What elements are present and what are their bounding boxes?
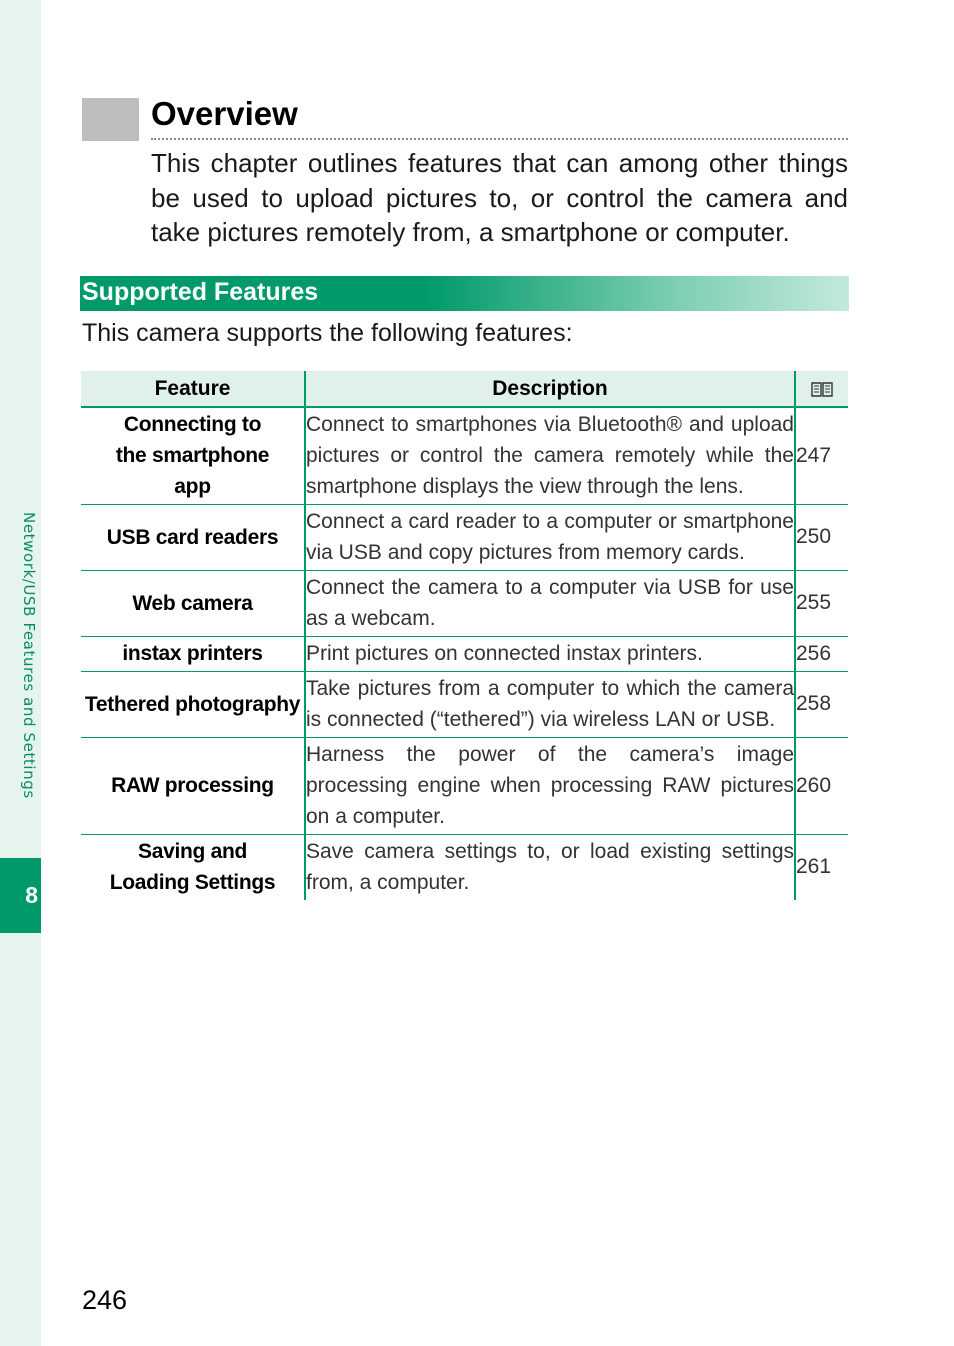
page-reference-cell: 261	[795, 834, 848, 900]
section-lead-text: This camera supports the following features:	[82, 319, 573, 347]
page-reference-cell: 256	[795, 636, 848, 671]
description-cell: Connect a card reader to a computer or smartphone via USB and copy pictures from memory cards.	[305, 504, 795, 570]
section-heading-bar	[80, 276, 849, 311]
feature-column-header: Feature	[81, 371, 305, 407]
features-table	[81, 371, 848, 900]
description-cell: Take pictures from a computer to which the camera is connected (“tethered”) via wireless LAN or USB.	[305, 671, 795, 737]
description-cell: Save camera settings to, or load existing settings from, a computer.	[305, 834, 795, 900]
page-number: 246	[82, 1285, 128, 1315]
page-column-header	[795, 371, 848, 407]
table-row	[81, 636, 848, 671]
description-cell: Connect to smartphones via Bluetooth® and upload pictures or control the camera remotely while the smartphone displays the view through the lens.	[305, 407, 795, 504]
section-title: Supported Features	[82, 278, 319, 306]
description-column-header: Description	[305, 371, 795, 407]
feature-cell: Tethered photography	[81, 671, 305, 737]
page-reference-cell: 260	[795, 737, 848, 834]
feature-cell: USB card readers	[81, 504, 305, 570]
table-row	[81, 407, 848, 504]
page-reference-cell: 255	[795, 570, 848, 636]
feature-cell: Web camera	[81, 570, 305, 636]
title-dotted-divider	[151, 138, 848, 140]
book-icon	[810, 380, 834, 398]
chapter-side-label: Network/USB Features and Settings	[20, 512, 38, 799]
table-header-row	[81, 371, 848, 407]
heading-marker-box	[82, 98, 139, 141]
description-cell: Connect the camera to a computer via USB for use as a webcam.	[305, 570, 795, 636]
description-cell: Print pictures on connected instax printers.	[305, 636, 795, 671]
table-row	[81, 570, 848, 636]
page-reference-cell: 258	[795, 671, 848, 737]
table-row	[81, 737, 848, 834]
page-reference-cell: 247	[796, 443, 832, 467]
table-row	[81, 504, 848, 570]
feature-cell: RAW processing	[81, 737, 305, 834]
page-title: Overview	[151, 95, 298, 132]
chapter-number-tab: 8	[0, 858, 41, 933]
intro-paragraph: This chapter outlines features that can among other things be used to upload pictures to, or control the camera and take pictures remotely from, a smartphone or computer.	[151, 148, 848, 247]
feature-cell: Saving and Loading Settings	[81, 834, 305, 900]
description-cell: Harness the power of the camera’s image processing engine when processing RAW pictures on a computer.	[305, 737, 795, 834]
table-row	[81, 834, 848, 900]
page-reference-cell: 250	[795, 504, 848, 570]
feature-cell: Connecting to the smartphone app	[81, 407, 305, 504]
feature-cell: instax printers	[81, 636, 305, 671]
table-row	[81, 671, 848, 737]
